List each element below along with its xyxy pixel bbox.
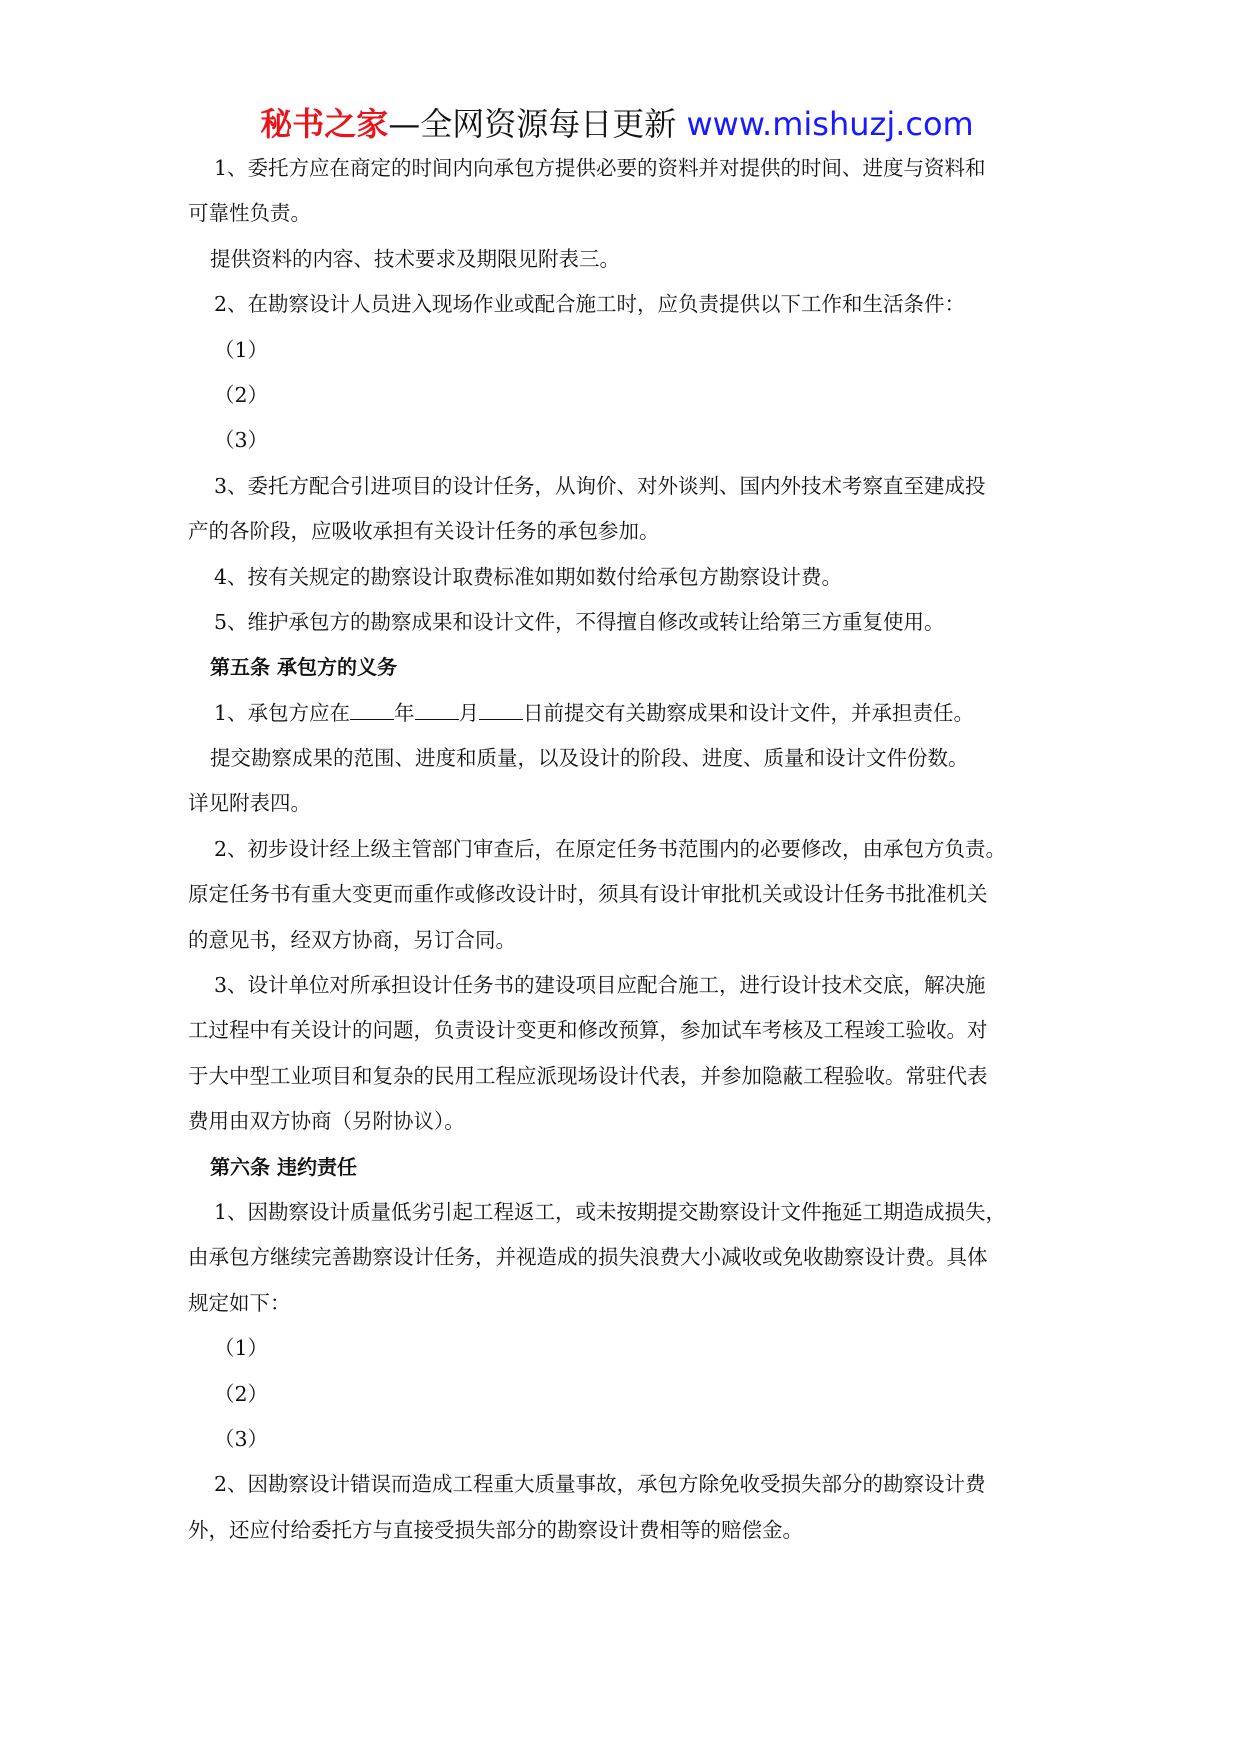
paragraph-line: 费用由双方协商（另附协议）。 [188,1109,465,1134]
paragraph-line: 2、初步设计经上级主管部门审查后，在原定任务书范围内的必要修改，由承包方负责。 [214,836,1007,861]
document-body [188,146,1052,1553]
paragraph-line: 规定如下： [188,1290,291,1315]
blank-underline [415,697,459,720]
text-span: 年 [394,700,415,725]
header-url-link[interactable]: www.mishuzj.com [686,105,974,143]
paragraph-line: 提交勘察成果的范围、进度和质量，以及设计的阶段、进度、质量和设计文件份数。 [210,746,969,771]
paragraph-line: 2、在勘察设计人员进入现场作业或配合施工时，应负责提供以下工作和生活条件： [214,292,966,317]
paragraph-line: 3、设计单位对所承担设计任务书的建设项目应配合施工，进行设计技术交底，解决施 [214,973,986,998]
paragraph-line: 5、维护承包方的勘察成果和设计文件，不得擅自修改或转让给第三方重复使用。 [214,609,945,634]
paragraph-line: 1、委托方应在商定的时间内向承包方提供必要的资料并对提供的时间、进度与资料和 [214,156,986,180]
paragraph-line: 工过程中有关设计的问题，负责设计变更和修改预算，参加试车考核及工程竣工验收。对 [188,1018,988,1043]
list-item: （2） [214,1381,269,1406]
paragraph-line: 产的各阶段，应吸收承担有关设计任务的承包参加。 [188,519,660,544]
header-slogan: —全网资源每日更新 [388,105,687,143]
paragraph-line: 外，还应付给委托方与直接受损失部分的勘察设计费相等的赔偿金。 [188,1517,803,1542]
section-heading-5: 第五条 承包方的义务 [210,655,397,680]
page-header [0,102,1234,146]
paragraph-line: 的意见书，经双方协商，另订合同。 [188,927,516,952]
paragraph-line: 4、按有关规定的勘察设计取费标准如期如数付给承包方勘察设计费。 [214,564,843,589]
paragraph-line: 1、因勘察设计质量低劣引起工程返工，或未按期提交勘察设计文件拖延工期造成损失， [214,1199,1007,1224]
paragraph-line: 由承包方继续完善勘察设计任务，并视造成的损失浪费大小减收或免收勘察设计费。具体 [188,1245,988,1270]
section-heading-6: 第六条 违约责任 [210,1154,357,1179]
paragraph-line [188,691,1052,736]
text-span: 月 [458,700,480,725]
text-span: 1、承包方应在 [214,700,351,725]
paragraph-line: 可靠性负责。 [188,201,311,226]
blank-underline [350,697,394,720]
paragraph-line: 于大中型工业项目和复杂的民用工程应派现场设计代表，并参加隐蔽工程验收。常驻代表 [188,1063,988,1088]
paragraph-line: 详见附表四。 [188,791,311,816]
paragraph-line: 3、委托方配合引进项目的设计任务，从询价、对外谈判、国内外技术考察直至建成投 [214,473,986,498]
list-item: （1） [214,337,269,362]
list-item: （3） [214,1426,269,1451]
paragraph-line: 原定任务书有重大变更而重作或修改设计时，须具有设计审批机关或设计任务书批准机关 [188,882,988,907]
header-brand: 秘书之家 [260,105,389,143]
list-item: （2） [214,382,269,407]
list-item: （1） [214,1336,269,1361]
text-span: 日前提交有关勘察成果和设计文件，并承担责任。 [523,700,975,725]
paragraph-line: 提供资料的内容、技术要求及期限见附表三。 [210,246,620,271]
list-item: （3） [214,428,269,453]
paragraph-line: 2、因勘察设计错误而造成工程重大质量事故，承包方除免收受损失部分的勘察设计费 [214,1472,986,1497]
blank-underline [479,697,523,720]
